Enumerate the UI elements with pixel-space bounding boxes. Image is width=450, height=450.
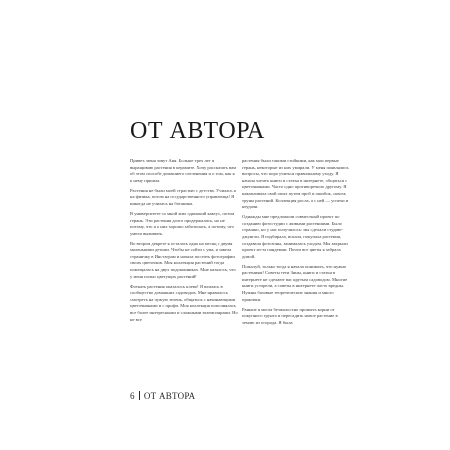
paragraph: Фоткать растения оказалось клево! Я влилась в сообщество домашних садоводов. Мне нравилось смотреть на чужую зелень, общаться с начинающими цветочниками и с профи. Моя коллекция пополнялась все более интересными и сложными экземплярами. Но не все — [130, 283, 238, 322]
page-title: ОТ АВТОРА — [130, 118, 265, 144]
running-header: ОТ АВТОРА — [143, 391, 196, 401]
page-footer — [130, 391, 195, 401]
paragraph: Во втором декрете я осталась одна на месяц с двумя маленькими детьми. Чтобы не сойти с ума, я завела страничку в Инстаграм и начала постить фотографии своих цветочков. Моя коллекция растений тогда помещалась на двух подоконниках. Мне казалось, что у меня полно цветущих растений! — [130, 240, 236, 279]
paragraph: В университете со мной жил одинокий кактус, потом герань. Эти растения долго продержались, но не потому, что я о них хорошо заботилась, а потому, что умели выживать. — [130, 210, 235, 236]
left-text-column — [130, 158, 238, 327]
paragraph: Растения не были моей страстью с детства. Училась я на физика, потом на государственного управленца! Я никогда не училась на ботаника. — [130, 187, 236, 206]
paragraph: Пожалуй, только тогда я начала понимать, что нужно растениям! Советы тети Зины, книги и статьи в интернете не сделают вас крутым садоводом. Многие книги устарели, а советы в интернете часто вредны. Нужны базовые теоретические знания и много практики. — [242, 263, 348, 302]
footer-divider — [139, 391, 140, 400]
paragraph: Привет, меня зовут Аня. Больше трех лет я выращиваю растения в керамите. Хочу рассказать вам об этом способе домашнего озеленения и о том, как я к нему пришла. — [130, 158, 237, 183]
paragraph: Однажды мне предложили совместный проект по созданию фотостудии с живыми растениями. Было страшно, но у нас получилось: мы сделали студию-джунгли. Я подбирала, искала, покупала растения, создавала фотозоны, занималась уходом. Мы закрыли проект из-за пандемии. Почти все цветы я забрала домой. — [242, 214, 348, 259]
right-text-column — [242, 158, 350, 330]
page-number: 6 — [130, 391, 135, 401]
paragraph: растения были такими стойкими, как мои первые герань, некоторые из них умирали. У меня появлялись вопросы, что пора учиться правильному уходу. Я начала читать книги и статьи в интернете, общаться с цветочниками. Часто одно противоречило другому. Я накапливала свой опыт путем проб и ошибок, сквозь труны растений. Коллекция росла, а с ней — успехи и неудачи. — [242, 158, 349, 210]
paragraph: Раньше я могла безжалостно промыть корни от покупного грунта и пересадить новое растение в землю из огорода. Я была — [242, 306, 338, 325]
